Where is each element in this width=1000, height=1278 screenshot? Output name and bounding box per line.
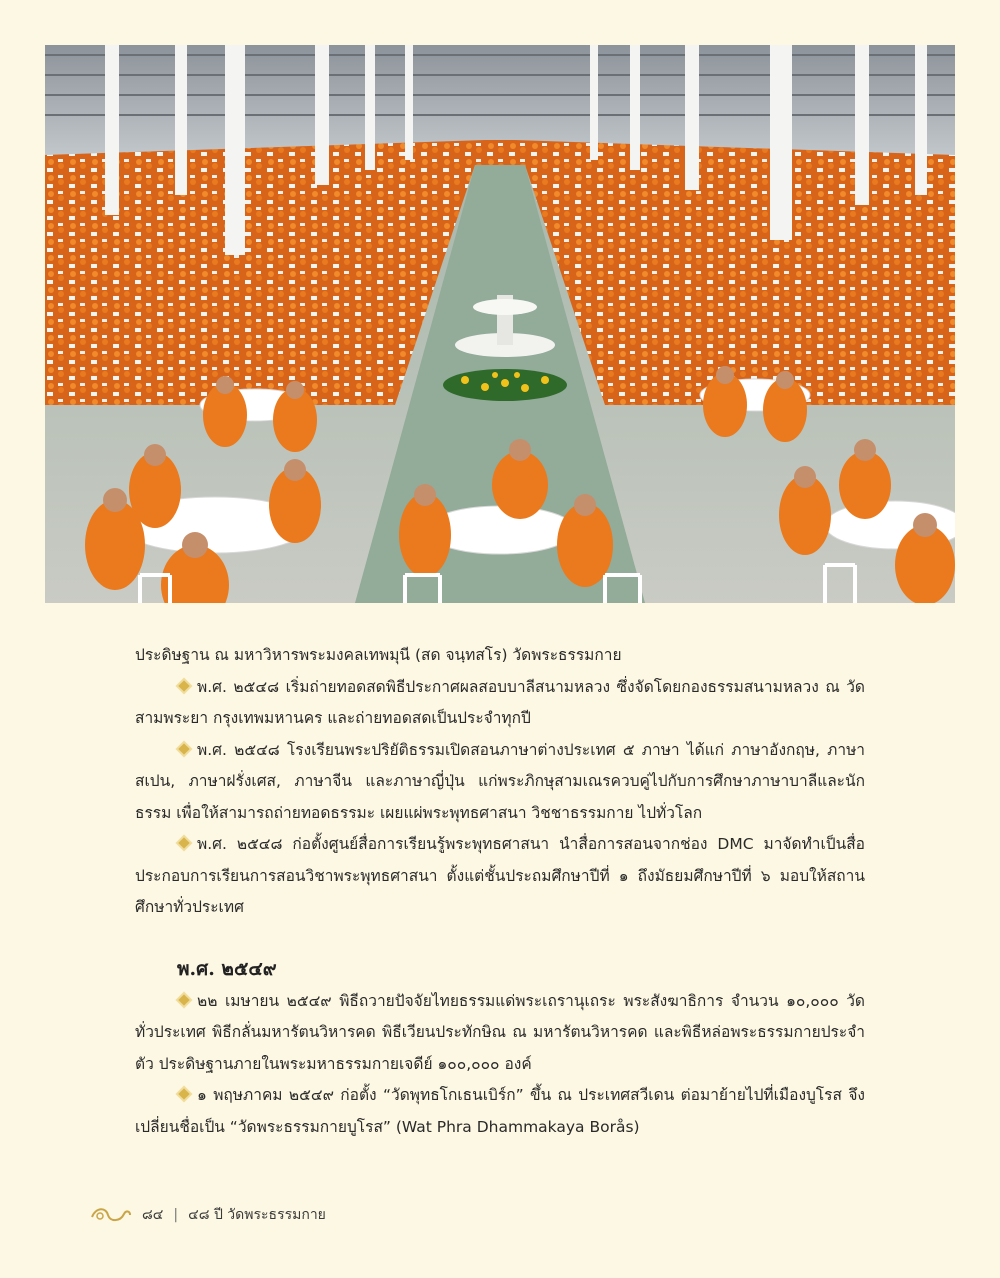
paragraph-text: พ.ศ. ๒๕๔๘ ก่อตั้งศูนย์สื่อการเรียนรู้พระพุทธศาสนา นำสื่อการสอนจากช่อง DMC มาจัดทำเป็นสื่อประกอบการเรียนการสอนวิชาพระพุทธศาสนา ตั้งแต่ชั้นประถมศึกษาปีที่ ๑ ถึงมัธยมศึกษาปีที่ ๖ มอบให้สถานศึกษาทั่วประเทศ xyxy=(135,835,865,916)
body-text xyxy=(135,640,865,1143)
paragraph-item xyxy=(135,672,865,735)
ornament-swirl-icon xyxy=(90,1205,132,1225)
diamond-bullet-icon xyxy=(177,993,191,1007)
book-title: ๔๘ ปี วัดพระธรรมกาย xyxy=(188,1207,326,1223)
diamond-bullet-icon xyxy=(177,1087,191,1101)
diamond-bullet-icon xyxy=(177,679,191,693)
paragraph-text: ๒๒ เมษายน ๒๕๔๙ พิธีถวายปัจจัยไทยธรรมแด่พระเถรานุเถระ พระสังฆาธิการ จำนวน ๑๐,๐๐๐ วัด ทั่วประเทศ พิธีกลั่นมหารัตนวิหารคด พิธีเวียนประทักษิณ ณ มหารัตนวิหารคด และพิธีหล่อพระธรรมกายประจำตัว ประดิษฐานภายในพระมหาธรรมกายเจดีย์ ๑๐๐,๐๐๐ องค์ xyxy=(135,991,865,1073)
paragraph-item xyxy=(135,829,865,924)
paragraph-item xyxy=(135,986,865,1081)
diamond-bullet-icon xyxy=(177,742,191,756)
paragraph-item xyxy=(135,735,865,830)
footer-separator: | xyxy=(173,1207,179,1223)
diamond-bullet-icon xyxy=(177,836,191,850)
paragraph-item xyxy=(135,1080,865,1143)
paragraph-text: ๑ พฤษภาคม ๒๕๔๙ ก่อตั้ง “วัดพุทธโกเธนเบิร์ก” ขึ้น ณ ประเทศสวีเดน ต่อมาย้ายไปที่เมืองบูโรส จึงเปลี่ยนชื่อเป็น “วัดพระธรรมกายบูโรส” (Wat Phra Dhammakaya Borås) xyxy=(135,1086,865,1136)
paragraph-text: พ.ศ. ๒๕๔๘ เริ่มถ่ายทอดสดพิธีประกาศผลสอบบาลีสนามหลวง ซึ่งจัดโดยกองธรรมสนามหลวง ณ วัดสามพระยา กรุงเทพมหานคร และถ่ายทอดสดเป็นประจำทุกปี xyxy=(135,677,865,727)
year-heading: พ.ศ. ๒๕๔๙ xyxy=(177,957,277,980)
page-number: ๘๔ xyxy=(142,1207,164,1223)
hero-photo xyxy=(45,45,955,603)
paragraph-continued: ประดิษฐาน ณ มหาวิหารพระมงคลเทพมุนี (สด จนฺทสโร) วัดพระธรรมกาย xyxy=(135,646,622,664)
page-footer xyxy=(90,1200,326,1230)
monks-hall-illustration xyxy=(45,45,955,603)
paragraph-text: พ.ศ. ๒๕๔๘ โรงเรียนพระปริยัติธรรมเปิดสอนภาษาต่างประเทศ ๕ ภาษา ได้แก่ ภาษาอังกฤษ, ภาษาสเปน, ภาษาฝรั่งเศส, ภาษาจีน และภาษาญี่ปุ่น แก่พระภิกษุสามเณรควบคู่ไปกับการศึกษาภาษาบาลีและนักธรรม เพื่อให้สามารถถ่ายทอดธรรมะ เผยแผ่พระพุทธศาสนา วิชชาธรรมกาย ไปทั่วโลก xyxy=(135,740,865,822)
